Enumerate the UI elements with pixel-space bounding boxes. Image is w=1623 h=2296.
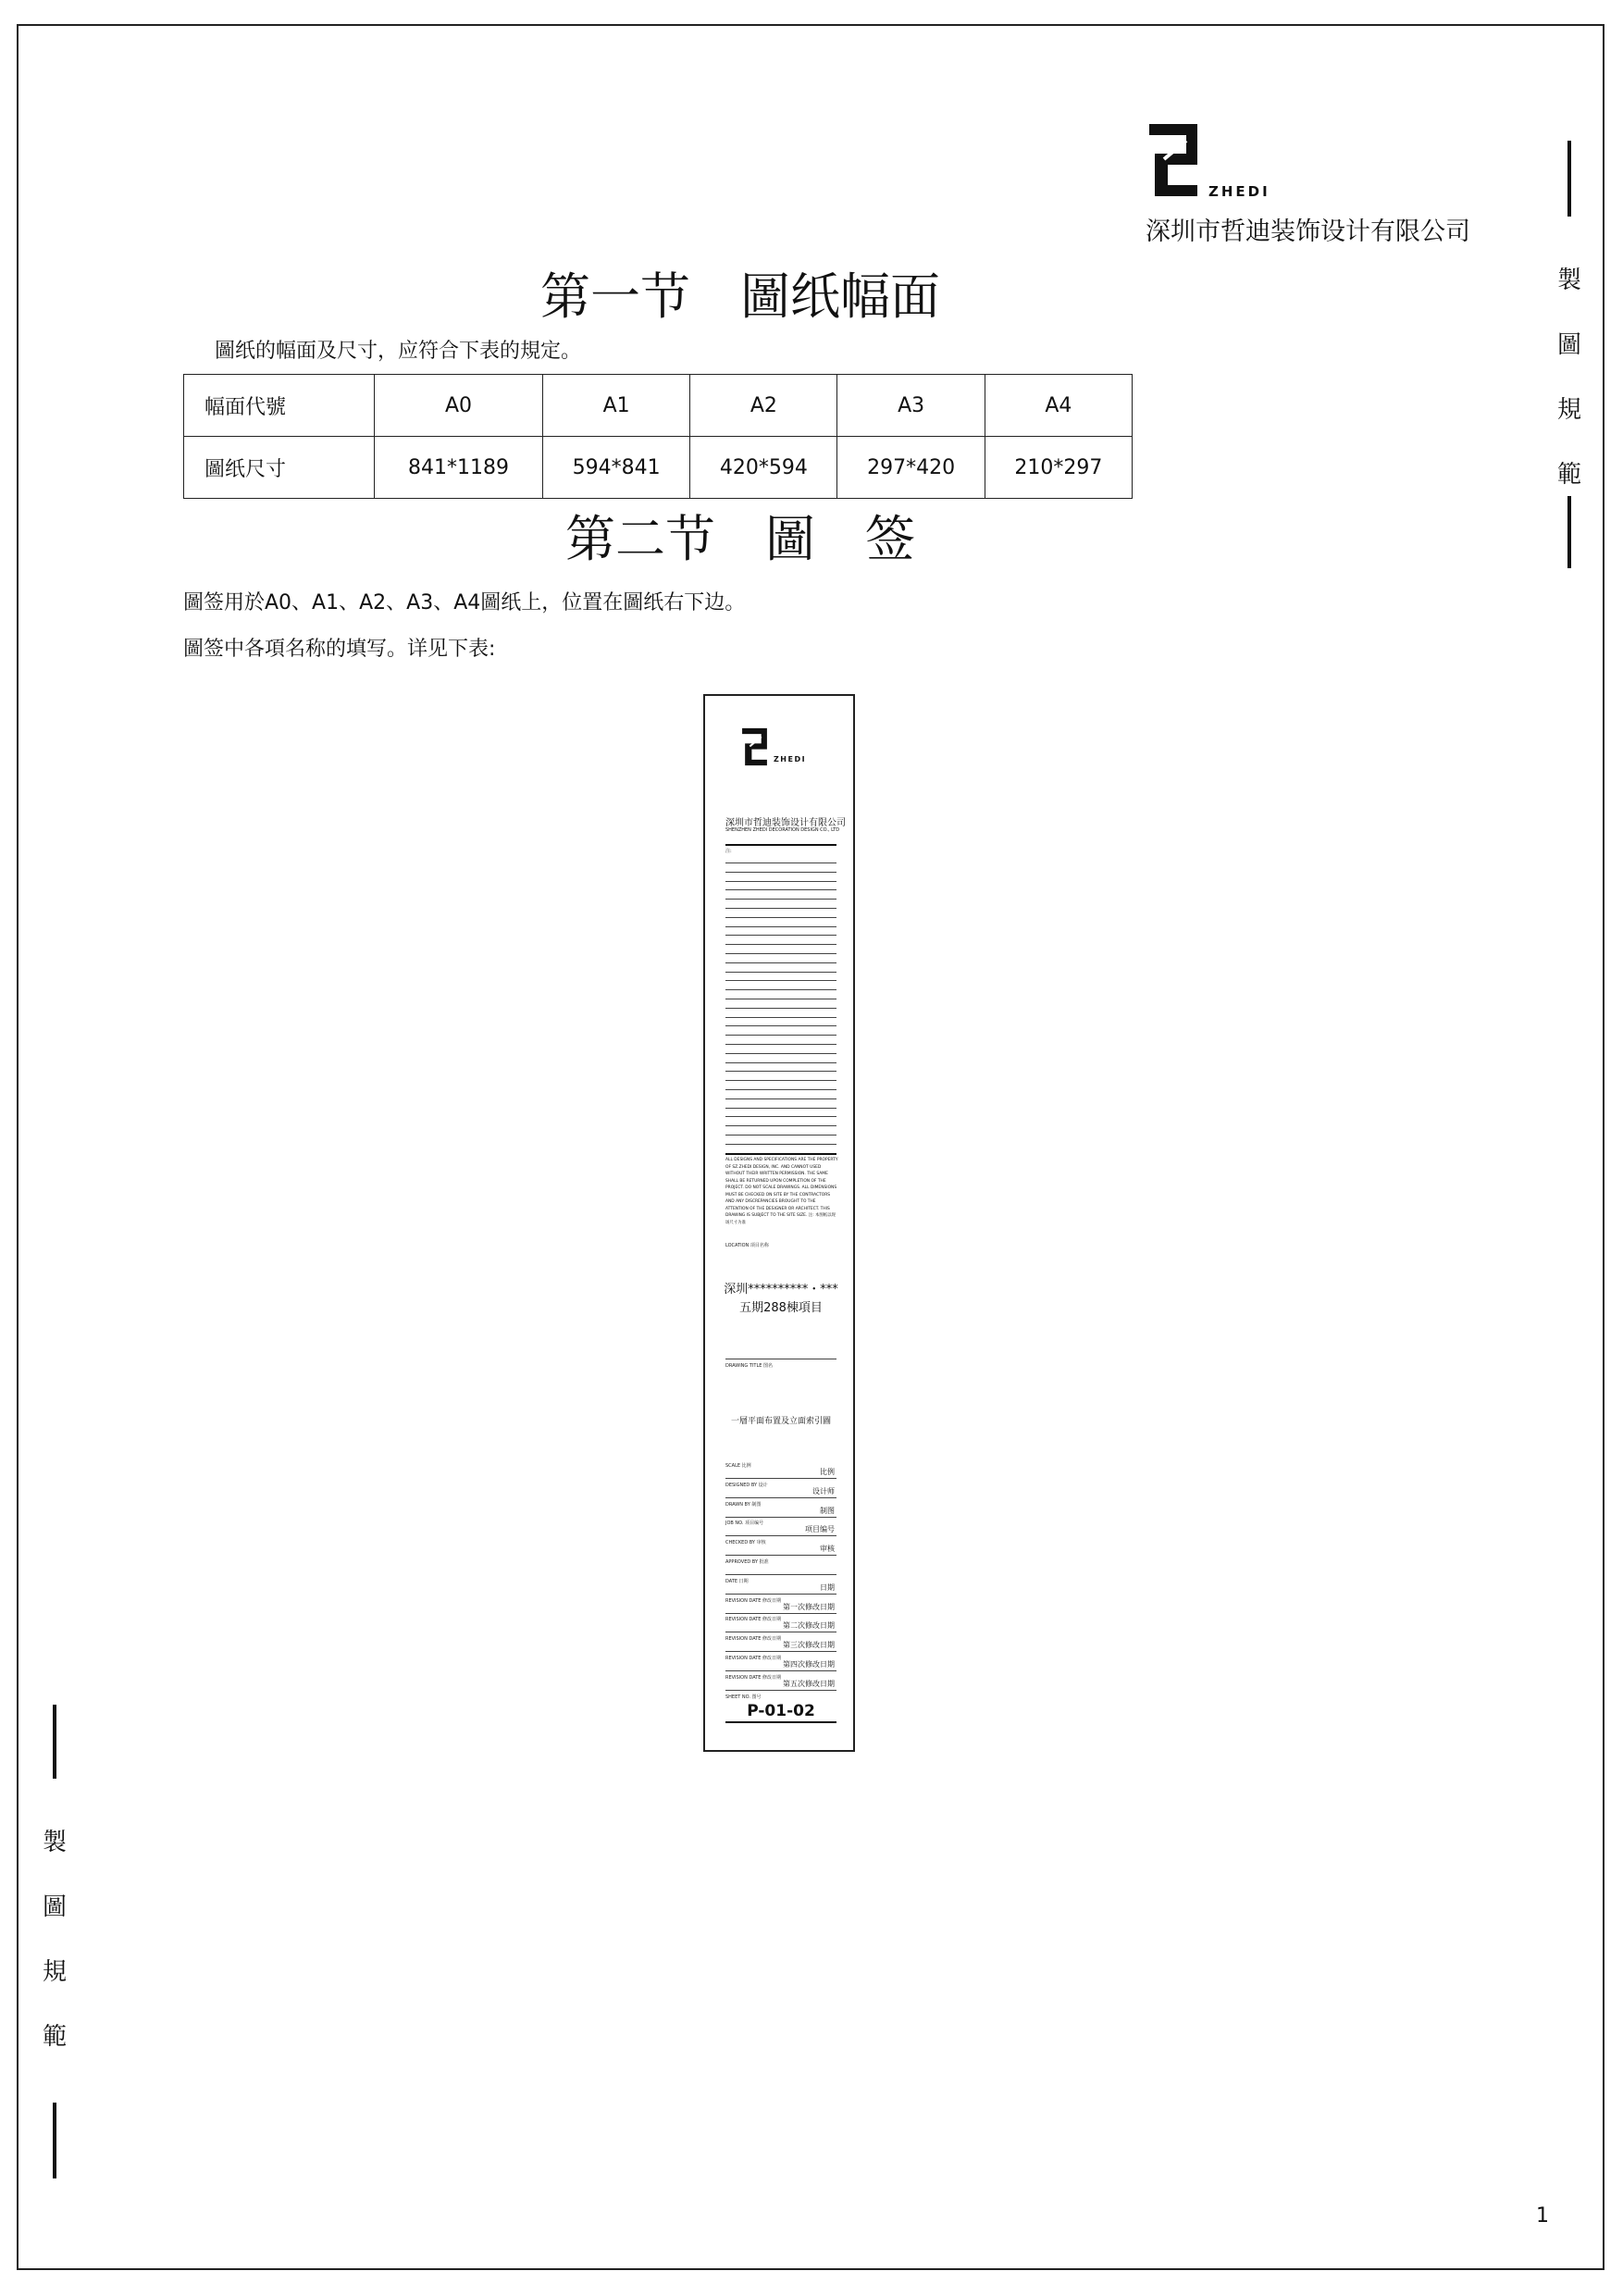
paper-size-table	[183, 374, 1133, 499]
notes-label: 注:	[725, 849, 732, 854]
divider	[725, 1721, 836, 1723]
sheet-number: P-01-02	[747, 1702, 815, 1720]
field-value: 第五次修改日期	[783, 1679, 835, 1688]
field-label: DRAWN BY 制图	[725, 1501, 762, 1508]
field-rule	[725, 1670, 836, 1671]
title-block-company: 深圳市哲迪装饰设计有限公司	[725, 818, 846, 828]
note-rule	[725, 1135, 836, 1136]
section1-title: 第一节 圖纸幅面	[540, 267, 940, 326]
field-label: REVISION DATE 修改日期	[725, 1597, 782, 1604]
note-rule	[725, 889, 836, 890]
field-label: REVISION DATE 修改日期	[725, 1617, 782, 1623]
field-rule	[725, 1497, 836, 1498]
field-rule	[725, 1478, 836, 1479]
section2-title: 第二节 圖 签	[565, 510, 915, 568]
project-subname: 五期288棟項目	[739, 1301, 823, 1315]
side-divider-bottom-right	[1567, 496, 1571, 568]
field-value: 第一次修改日期	[783, 1602, 835, 1611]
field-rule	[725, 1555, 836, 1556]
note-rule	[725, 899, 836, 900]
field-label: DATE 日期	[725, 1578, 749, 1584]
field-label: REVISION DATE 修改日期	[725, 1636, 782, 1643]
note-rule	[725, 926, 836, 927]
note-rule	[725, 1144, 836, 1145]
field-value: 第二次修改日期	[783, 1621, 835, 1631]
divider	[725, 1153, 836, 1155]
field-rule	[725, 1535, 836, 1536]
table-row-header: 幅面代號	[184, 375, 375, 437]
title-block-wordmark: ZHEDI	[774, 755, 807, 763]
field-label: APPROVED BY 批准	[725, 1559, 769, 1565]
note-rule	[725, 1025, 836, 1026]
zhedi-logo-icon	[740, 724, 770, 770]
logo-wordmark: ZHEDI	[1208, 183, 1270, 200]
location-label: LOCATION 项目名称	[725, 1243, 769, 1248]
sheet-label: SHEET NO. 图号	[725, 1694, 762, 1700]
note-rule	[725, 962, 836, 963]
page-number: 1	[1536, 2204, 1549, 2228]
table-cell: 594*841	[543, 437, 690, 499]
title-block	[703, 694, 855, 1752]
table-cell: A3	[837, 375, 985, 437]
field-value: 设计师	[812, 1486, 835, 1496]
field-rule	[725, 1594, 836, 1595]
field-label: SCALE 比例	[725, 1463, 751, 1469]
field-value: 第三次修改日期	[783, 1641, 835, 1650]
note-rule	[725, 1098, 836, 1099]
company-name: 深圳市哲迪装饰设计有限公司	[1146, 217, 1470, 246]
field-value: 日期	[820, 1582, 835, 1592]
note-rule	[725, 989, 836, 990]
drawing-title: 一層平面布置及立面索引圖	[730, 1417, 831, 1426]
project-name: 深圳**********・***	[724, 1283, 838, 1297]
title-block-company-en: SHENZHEN ZHEDI DECORATION DESIGN CO., LTD	[725, 827, 840, 833]
field-label: REVISION DATE 修改日期	[725, 1674, 782, 1681]
note-rule	[725, 881, 836, 882]
note-rule	[725, 944, 836, 945]
table-cell: 297*420	[837, 437, 985, 499]
side-label-char: 製	[42, 1829, 67, 1856]
side-label-char: 範	[1556, 461, 1581, 489]
table-cell: A0	[375, 375, 543, 437]
divider	[725, 844, 836, 846]
field-value: 制图	[820, 1506, 835, 1515]
side-label-char: 製	[1556, 267, 1581, 294]
field-label: JOB NO. 项目编号	[725, 1520, 764, 1527]
section2-line2: 圖签中各項名称的填写。详见下表:	[183, 638, 496, 661]
field-rule	[725, 1690, 836, 1691]
side-label-char: 圖	[42, 1893, 67, 1921]
field-rule	[725, 1517, 836, 1518]
table-cell: A1	[543, 375, 690, 437]
note-rule	[725, 1116, 836, 1117]
note-rule	[725, 1089, 836, 1090]
field-rule	[725, 1613, 836, 1614]
table-row-header: 圖纸尺寸	[184, 437, 375, 499]
table-row	[184, 437, 1133, 499]
note-rule	[725, 1080, 836, 1081]
note-rule	[725, 980, 836, 981]
note-rule	[725, 1053, 836, 1054]
side-divider-top-left	[53, 1705, 56, 1779]
section2-line1: 圖签用於A0、A1、A2、A3、A4圖纸上，位置在圖纸右下边。	[183, 591, 746, 614]
field-label: DESIGNED BY 设计	[725, 1482, 768, 1488]
field-value: 比例	[820, 1468, 835, 1476]
note-rule	[725, 1008, 836, 1009]
copyright-notes: ALL DESIGNS AND SPECIFICATIONS ARE THE PROPERTY OF SZ.ZHEDI DESIGN, INC. AND CANNOT USED WITHOUT THEIR WRITTEN PERMISSION. THE SAME SHALL BE RETURNED UPON COMPLETION OF THE PROJECT. DO NOT SCALE DRAWINGS. ALL DIMENSIONS MUST BE CHECKED ON SITE BY THE CONTRACTORS AND ANY DISCREPANCIES BROUGHT TO THE ATTENTION OF THE DESIGNER OR ARCHITECT. THIS DRAWING IS SUBJECT TO THE SITE SIZE. 注: 本图纸以现场尺寸为准	[725, 1158, 838, 1225]
company-logo-block	[1146, 118, 1497, 248]
note-rule	[725, 935, 836, 936]
note-rule	[725, 908, 836, 909]
side-label-char: 範	[42, 2023, 67, 2051]
note-rule	[725, 1125, 836, 1126]
field-label: REVISION DATE 修改日期	[725, 1656, 782, 1661]
side-divider-top-right	[1567, 141, 1571, 217]
side-label-char: 圖	[1556, 331, 1581, 359]
note-rule	[725, 972, 836, 973]
note-rule	[725, 1071, 836, 1072]
field-value: 项目编号	[805, 1525, 835, 1534]
table-cell: A2	[690, 375, 837, 437]
note-rule	[725, 872, 836, 873]
table-cell: 420*594	[690, 437, 837, 499]
table-cell: 210*297	[985, 437, 1132, 499]
side-label-char: 規	[1556, 396, 1581, 424]
section1-intro: 圖纸的幅面及尺寸，应符合下表的規定。	[215, 340, 582, 363]
note-rule	[725, 1062, 836, 1063]
note-rule	[725, 1035, 836, 1036]
field-value: 第四次修改日期	[783, 1660, 835, 1669]
note-rule	[725, 1017, 836, 1018]
note-rule	[725, 1044, 836, 1045]
field-rule	[725, 1651, 836, 1652]
field-label: CHECKED BY 审核	[725, 1540, 766, 1546]
field-rule	[725, 1574, 836, 1575]
table-row	[184, 375, 1133, 437]
table-cell: A4	[985, 375, 1132, 437]
field-value: 审核	[820, 1545, 835, 1554]
side-divider-bottom-left	[53, 2103, 56, 2178]
table-cell: 841*1189	[375, 437, 543, 499]
note-rule	[725, 917, 836, 918]
side-label-char: 規	[42, 1958, 67, 1986]
note-rule	[725, 953, 836, 954]
drawing-title-label: DRAWING TITLE 图名	[725, 1363, 774, 1369]
zhedi-logo-icon	[1146, 118, 1203, 202]
note-rule	[725, 1108, 836, 1109]
